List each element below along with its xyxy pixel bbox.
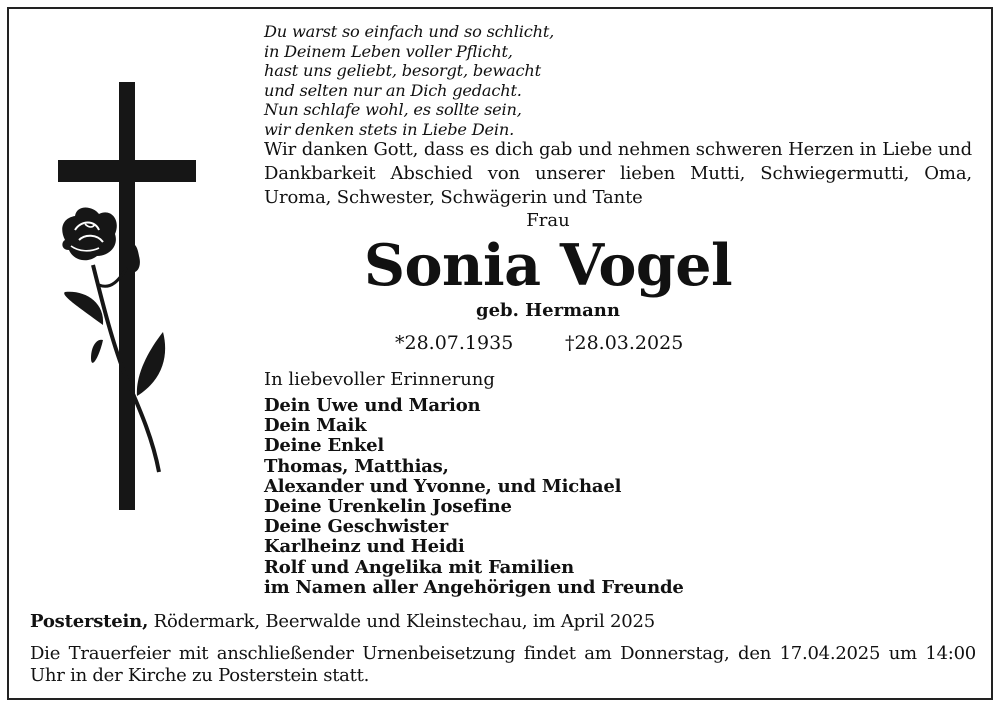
signer-line: Thomas, Matthias, xyxy=(264,455,449,477)
signer-line: im Namen aller Angehörigen und Freunde xyxy=(264,576,684,598)
signer-line: Deine Urenkelin Josefine xyxy=(264,496,512,518)
death-date: †28.03.2025 xyxy=(565,332,684,354)
funeral-notice: Die Trauerfeier mit anschließender Urnenbeisetzung findet am Donnerstag, den 17.04.2025 um 14:00 Uhr in der Kirche zu Posterstein statt. xyxy=(30,643,976,686)
signer-line: Alexander und Yvonne, und Michael xyxy=(264,475,622,497)
poem xyxy=(264,22,764,139)
signers-list xyxy=(264,396,684,598)
poem-line: und selten nur an Dich gedacht. xyxy=(264,80,522,100)
salutation: Frau xyxy=(526,210,570,231)
birth-date: *28.07.1935 xyxy=(395,332,514,354)
maiden-name: geb. Hermann xyxy=(476,300,620,321)
poem-line: Du warst so einfach und so schlicht, xyxy=(264,22,555,41)
place-date-line xyxy=(30,611,655,632)
signer-line: Deine Enkel xyxy=(264,435,385,457)
poem-line: wir denken stets in Liebe Dein. xyxy=(264,119,515,139)
poem-line: hast uns geliebt, besorgt, bewacht xyxy=(264,61,541,80)
signer-line: Deine Geschwister xyxy=(264,516,449,538)
poem-line: in Deinem Leben voller Pflicht, xyxy=(264,41,513,61)
signer-line: Karlheinz und Heidi xyxy=(264,536,465,558)
place-bold: Posterstein, xyxy=(30,611,149,632)
place-rest: Rödermark, Beerwalde und Kleinstechau, im April 2025 xyxy=(148,611,656,632)
deceased-name: Sonia Vogel xyxy=(363,232,733,299)
signer-line: Dein Uwe und Marion xyxy=(264,395,481,416)
memory-line: In liebevoller Erinnerung xyxy=(264,369,495,390)
intro-text: Wir danken Gott, dass es dich gab und nehmen schweren Herzen in Liebe und Dankbarkeit Abschied von unserer lieben Mutti, Schwiegermutti, Oma, Uroma, Schwester, Schwägerin und Tante xyxy=(264,139,972,208)
signer-line: Rolf und Angelika mit Familien xyxy=(264,556,575,578)
signer-line: Dein Maik xyxy=(264,415,367,437)
poem-line: Nun schlafe wohl, es sollte sein, xyxy=(264,100,522,119)
